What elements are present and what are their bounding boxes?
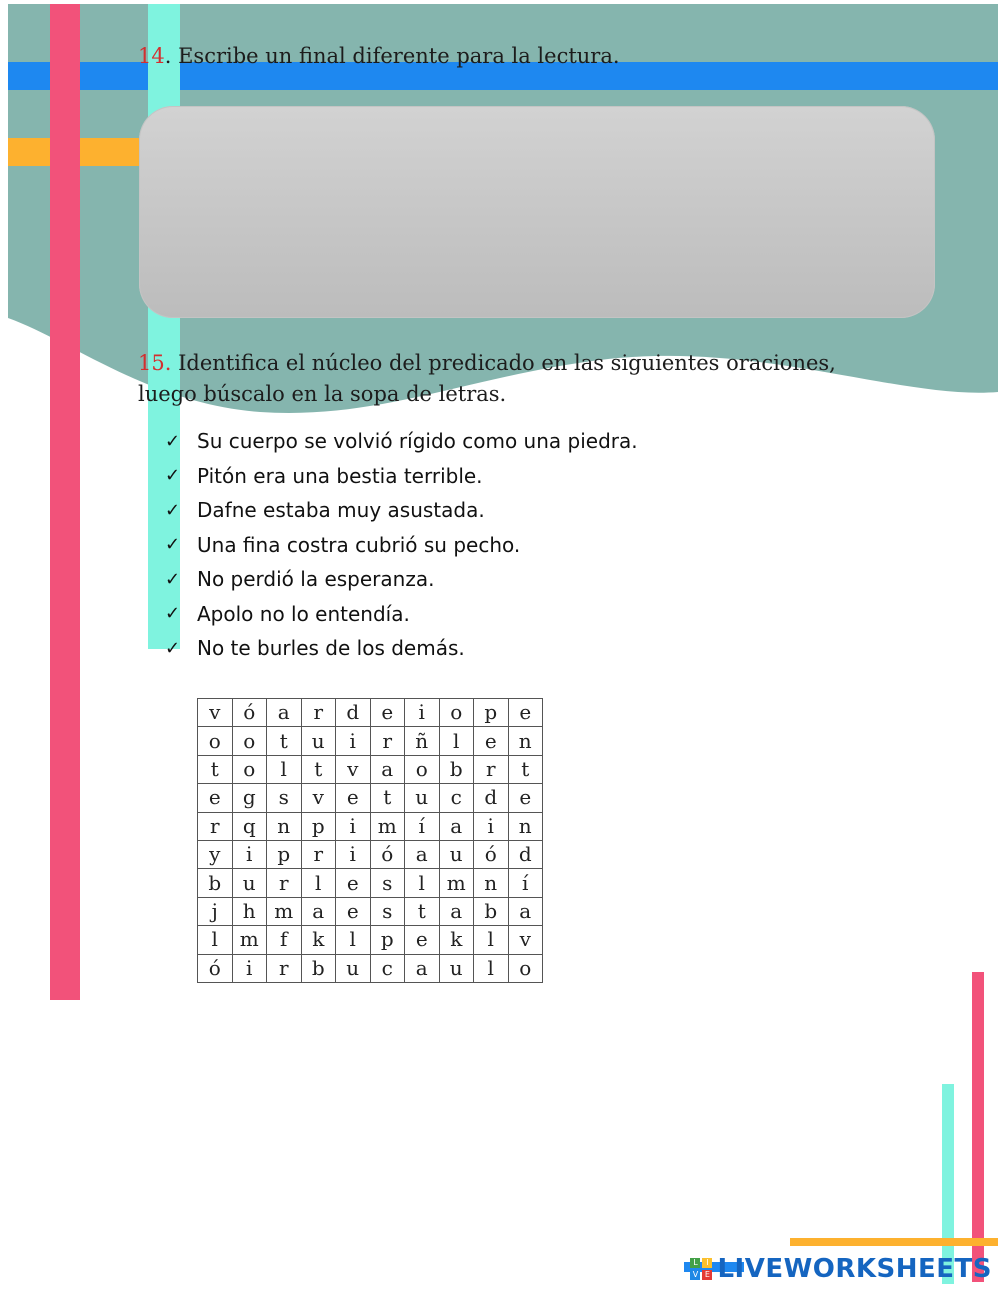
sentence-item — [165, 528, 638, 563]
grid-cell[interactable]: a — [405, 840, 440, 868]
grid-cell[interactable]: i — [336, 812, 371, 840]
answer-textbox[interactable] — [139, 106, 935, 318]
grid-cell[interactable]: e — [508, 699, 543, 727]
grid-row — [198, 926, 543, 954]
logo-text: LIVEWORKSHEETS — [717, 1254, 992, 1284]
question-14 — [138, 44, 620, 68]
grid-cell[interactable]: m — [370, 812, 405, 840]
sentence-item — [165, 631, 638, 666]
grid-cell[interactable]: i — [232, 840, 267, 868]
grid-cell[interactable]: r — [301, 699, 336, 727]
word-search-grid — [197, 698, 543, 983]
sentence-text: Dafne estaba muy asustada. — [197, 498, 485, 523]
grid-cell[interactable]: o — [508, 954, 543, 982]
grid-cell[interactable]: b — [198, 869, 233, 897]
grid-cell[interactable]: e — [508, 784, 543, 812]
sentence-item — [165, 562, 638, 597]
grid-cell[interactable]: a — [439, 812, 474, 840]
grid-cell[interactable]: u — [336, 954, 371, 982]
logo-badge-letter: L — [690, 1258, 700, 1268]
grid-cell[interactable]: a — [370, 755, 405, 783]
grid-cell[interactable]: h — [232, 897, 267, 925]
grid-cell[interactable]: k — [439, 926, 474, 954]
grid-cell[interactable]: o — [405, 755, 440, 783]
grid-cell[interactable]: u — [439, 954, 474, 982]
grid-cell[interactable]: ñ — [405, 727, 440, 755]
grid-cell[interactable]: d — [508, 840, 543, 868]
grid-cell[interactable]: ó — [474, 840, 509, 868]
grid-cell[interactable]: e — [474, 727, 509, 755]
question-14-text: . Escribe un final diferente para la lectura. — [164, 44, 620, 68]
grid-cell[interactable]: u — [439, 840, 474, 868]
grid-row — [198, 812, 543, 840]
grid-cell[interactable]: r — [198, 812, 233, 840]
sentence-list — [165, 424, 638, 666]
grid-row — [198, 840, 543, 868]
grid-cell[interactable]: a — [508, 897, 543, 925]
grid-cell[interactable]: g — [232, 784, 267, 812]
grid-cell[interactable]: s — [267, 784, 302, 812]
question-15-number: 15. — [138, 351, 172, 375]
sentence-text: Su cuerpo se volvió rígido como una piedra. — [197, 429, 638, 454]
grid-cell[interactable]: d — [474, 784, 509, 812]
grid-cell[interactable]: r — [474, 755, 509, 783]
sentence-text: Apolo no lo entendía. — [197, 601, 410, 626]
grid-cell[interactable]: b — [439, 755, 474, 783]
sentence-item — [165, 459, 638, 494]
grid-cell[interactable]: a — [267, 699, 302, 727]
grid-row — [198, 699, 543, 727]
grid-cell[interactable]: q — [232, 812, 267, 840]
pink-stripe — [50, 4, 80, 1000]
liveworksheets-logo[interactable] — [689, 1254, 992, 1284]
grid-cell[interactable]: l — [439, 727, 474, 755]
grid-cell[interactable]: í — [508, 869, 543, 897]
grid-cell[interactable]: e — [370, 699, 405, 727]
grid-cell[interactable]: l — [474, 954, 509, 982]
grid-cell[interactable]: m — [439, 869, 474, 897]
grid-cell[interactable]: r — [267, 954, 302, 982]
grid-cell[interactable]: s — [370, 897, 405, 925]
grid-cell[interactable]: p — [267, 840, 302, 868]
grid-cell[interactable]: b — [301, 954, 336, 982]
checkmark-icon: ✓ — [165, 465, 181, 487]
grid-cell[interactable]: s — [370, 869, 405, 897]
sentence-item — [165, 424, 638, 459]
grid-row — [198, 869, 543, 897]
grid-cell[interactable]: i — [405, 699, 440, 727]
grid-cell[interactable]: t — [370, 784, 405, 812]
logo-badge-letter: V — [690, 1270, 700, 1280]
sentence-item — [165, 493, 638, 528]
grid-cell[interactable]: i — [336, 840, 371, 868]
grid-cell[interactable]: l — [198, 926, 233, 954]
grid-row — [198, 897, 543, 925]
grid-cell[interactable]: r — [267, 869, 302, 897]
grid-cell[interactable]: n — [474, 869, 509, 897]
grid-cell[interactable]: a — [405, 954, 440, 982]
grid-cell[interactable]: e — [198, 784, 233, 812]
grid-cell[interactable]: t — [301, 755, 336, 783]
grid-cell[interactable]: p — [474, 699, 509, 727]
grid-cell[interactable]: y — [198, 840, 233, 868]
logo-badge-icon — [689, 1257, 713, 1281]
grid-cell[interactable]: c — [370, 954, 405, 982]
checkmark-icon: ✓ — [165, 534, 181, 556]
grid-cell[interactable]: n — [508, 812, 543, 840]
grid-cell[interactable]: r — [370, 727, 405, 755]
grid-row — [198, 727, 543, 755]
grid-cell[interactable]: d — [336, 699, 371, 727]
grid-cell[interactable]: ó — [232, 699, 267, 727]
grid-cell[interactable]: i — [474, 812, 509, 840]
grid-cell[interactable]: u — [405, 784, 440, 812]
grid-cell[interactable]: n — [267, 812, 302, 840]
grid-cell[interactable]: l — [267, 755, 302, 783]
sentence-text: No te burles de los demás. — [197, 636, 465, 661]
grid-cell[interactable]: m — [267, 897, 302, 925]
grid-cell[interactable]: ó — [198, 954, 233, 982]
checkmark-icon: ✓ — [165, 499, 181, 521]
grid-cell[interactable]: t — [198, 755, 233, 783]
question-15-text: Identifica el núcleo del predicado en las siguientes oraciones, luego búscalo en la sopa de letras. — [138, 351, 836, 406]
grid-cell[interactable]: j — [198, 897, 233, 925]
sentence-item — [165, 597, 638, 632]
checkmark-icon: ✓ — [165, 637, 181, 659]
grid-cell[interactable]: a — [439, 897, 474, 925]
grid-row — [198, 755, 543, 783]
grid-cell[interactable]: í — [405, 812, 440, 840]
grid-cell[interactable]: t — [405, 897, 440, 925]
grid-cell[interactable]: e — [336, 897, 371, 925]
grid-cell[interactable]: v — [336, 755, 371, 783]
pink-stripe-bottom — [972, 972, 984, 1282]
grid-row — [198, 784, 543, 812]
grid-cell[interactable]: k — [301, 926, 336, 954]
checkmark-icon: ✓ — [165, 603, 181, 625]
sentence-text: Una fina costra cubrió su pecho. — [197, 532, 521, 557]
checkmark-icon: ✓ — [165, 568, 181, 590]
grid-cell[interactable]: t — [267, 727, 302, 755]
question-15 — [138, 348, 878, 410]
grid-cell[interactable]: m — [232, 926, 267, 954]
grid-cell[interactable]: v — [508, 926, 543, 954]
grid-cell[interactable]: t — [508, 755, 543, 783]
grid-cell[interactable]: l — [336, 926, 371, 954]
grid-cell[interactable]: f — [267, 926, 302, 954]
grid-cell[interactable]: u — [232, 869, 267, 897]
grid-cell[interactable]: i — [232, 954, 267, 982]
grid-cell[interactable]: l — [474, 926, 509, 954]
grid-cell[interactable]: e — [405, 926, 440, 954]
grid-cell[interactable]: ó — [370, 840, 405, 868]
grid-cell[interactable]: o — [232, 727, 267, 755]
grid-cell[interactable]: r — [301, 840, 336, 868]
grid-cell[interactable]: v — [301, 784, 336, 812]
checkmark-icon: ✓ — [165, 430, 181, 452]
grid-cell[interactable]: e — [336, 784, 371, 812]
grid-cell[interactable]: o — [198, 727, 233, 755]
grid-cell[interactable]: l — [405, 869, 440, 897]
sentence-text: Pitón era una bestia terrible. — [197, 463, 483, 488]
grid-cell[interactable]: l — [301, 869, 336, 897]
grid-cell[interactable]: u — [301, 727, 336, 755]
grid-cell[interactable]: e — [336, 869, 371, 897]
sentence-text: No perdió la esperanza. — [197, 567, 435, 592]
logo-badge-letter: I — [702, 1258, 712, 1268]
grid-cell[interactable]: a — [301, 897, 336, 925]
grid-cell[interactable]: o — [232, 755, 267, 783]
grid-row — [198, 954, 543, 982]
grid-cell[interactable]: v — [198, 699, 233, 727]
grid-cell[interactable]: n — [508, 727, 543, 755]
grid-cell[interactable]: p — [301, 812, 336, 840]
grid-cell[interactable]: c — [439, 784, 474, 812]
logo-badge-letter: E — [702, 1270, 712, 1280]
grid-cell[interactable]: i — [336, 727, 371, 755]
grid-cell[interactable]: p — [370, 926, 405, 954]
orange-stripe-bottom — [790, 1238, 998, 1246]
grid-cell[interactable]: b — [474, 897, 509, 925]
question-14-number: 14 — [138, 44, 165, 68]
grid-cell[interactable]: o — [439, 699, 474, 727]
